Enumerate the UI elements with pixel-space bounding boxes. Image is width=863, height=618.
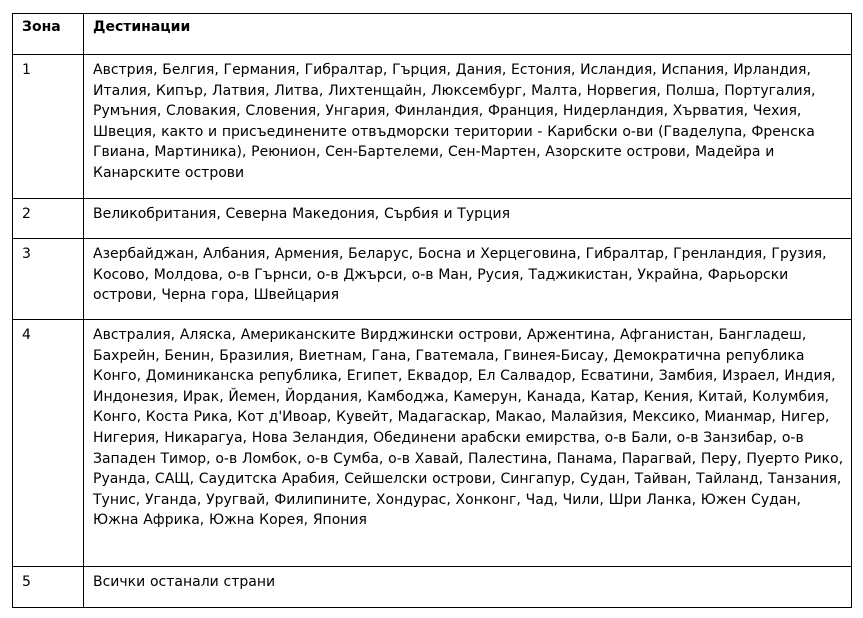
destinations-cell bbox=[84, 567, 852, 608]
destinations-cell bbox=[84, 199, 852, 239]
zone-number: 5 bbox=[22, 574, 31, 590]
header-cell-destinations bbox=[84, 14, 852, 55]
zone-number: 2 bbox=[22, 206, 31, 222]
destinations-cell bbox=[84, 239, 852, 320]
destinations-text: Австрия, Белгия, Германия, Гибралтар, Гърция, Дания, Естония, Исландия, Испания, Ирландия, Италия, Кипър, Латвия, Литва, Лихтенщайн, Люксембург, Малта, Норвегия, Полша, Португалия, Румъния, Словакия, Словения, Унгария, Финландия, Франция, Нидерландия, Хърватия, Чехия, Швеция, както и присъединените отвъдморски територии - Карибски о-ви (Гваделупа, Френска Гвиана, Мартиника), Реюнион, Сен-Бартелеми, Сен-Мартен, Азорските острови, Мадейра и Канарските острови bbox=[93, 62, 816, 181]
table-row bbox=[13, 239, 852, 320]
destinations-cell bbox=[84, 320, 852, 567]
table-row bbox=[13, 320, 852, 567]
zone-number: 3 bbox=[22, 246, 31, 262]
destinations-cell bbox=[84, 55, 852, 199]
zone-number: 4 bbox=[22, 327, 31, 343]
zone-cell bbox=[13, 320, 84, 567]
table-row bbox=[13, 199, 852, 239]
zone-number: 1 bbox=[22, 62, 31, 78]
header-cell-zone bbox=[13, 14, 84, 55]
zone-cell bbox=[13, 567, 84, 608]
header-zone-label: Зона bbox=[22, 19, 61, 35]
table-row bbox=[13, 55, 852, 199]
destinations-text: Азербайджан, Албания, Армения, Беларус, Босна и Херцеговина, Гибралтар, Гренландия, Грузия, Косово, Молдова, о-в Гърнси, о-в Джърси, о-в Ман, Русия, Таджикистан, Украйна, Фарьорски острови, Черна гора, Швейцария bbox=[93, 246, 827, 304]
zone-cell bbox=[13, 199, 84, 239]
header-destinations-label: Дестинации bbox=[93, 19, 191, 35]
table-row bbox=[13, 567, 852, 608]
destinations-text: Всички останали страни bbox=[93, 574, 276, 590]
zone-cell bbox=[13, 239, 84, 320]
destinations-text: Великобритания, Северна Македония, Сърбия и Турция bbox=[93, 206, 511, 222]
zones-table bbox=[12, 13, 852, 608]
zone-cell bbox=[13, 55, 84, 199]
table-header-row bbox=[13, 14, 852, 55]
destinations-text: Австралия, Аляска, Американските Вирджински острови, Аржентина, Афганистан, Бангладеш, Бахрейн, Бенин, Бразилия, Виетнам, Гана, Гватемала, Гвинея-Бисау, Демократична република Конго, Доминиканска република, Египет, Еквадор, Ел Салвадор, Есватини, Замбия, Израел, Индия, Индонезия, Ирак, Йемен, Йордания, Камбоджа, Камерун, Канада, Катар, Кения, Китай, Колумбия, Конго, Коста Рика, Кот д'Ивоар, Кувейт, Мадагаскар, Макао, Малайзия, Мексико, Мианмар, Нигер, Нигерия, Никарагуа, Нова Зеландия, Обединени арабски емирства, о-в Бали, о-в Занзибар, о-в Западен Тимор, о-в Ломбок, о-в Сумба, о-в Хавай, Палестина, Панама, Парагвай, Перу, Пуерто Рико, Руанда, САЩ, Саудитска Арабия, Сейшелски острови, Сингапур, Судан, Тайван, Тайланд, Танзания, Тунис, Уганда, Уругвай, Филипините, Хондурас, Хонконг, Чад, Чили, Шри Ланка, Южен Судан, Южна Африка, Южна Корея, Япония bbox=[93, 327, 844, 529]
